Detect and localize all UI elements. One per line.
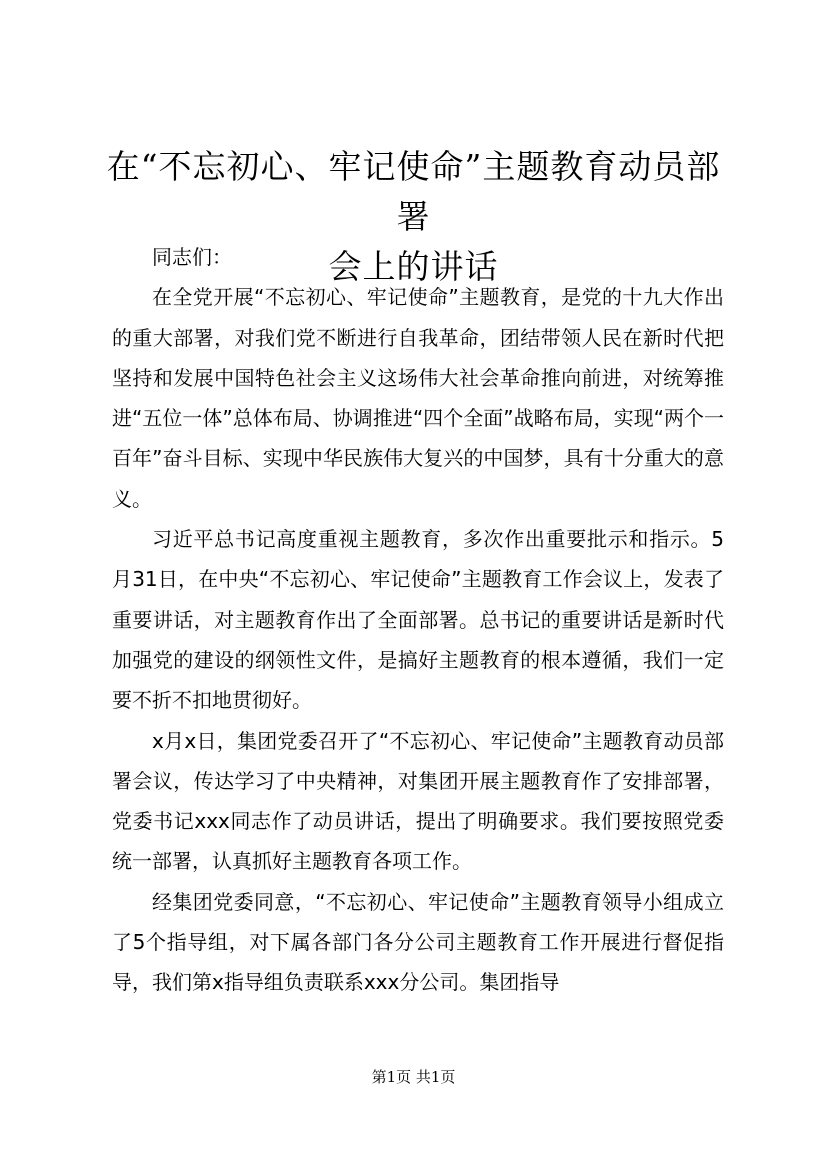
paragraph-2: 习近平总书记高度重视主题教育，多次作出重要批示和指示。5月31日，在中央“不忘初心、牢记使命”主题教育工作会议上，发表了重要讲话，对主题教育作出了全面部署。总书记的重要讲话是新时代加强党的建设的纲领性文件，是搞好主题教育的根本遵循，我们一定要不折不扣地贯彻好。: [112, 527, 724, 713]
title-line-1: 在“不忘初心、牢记使命”主题教育动员部署: [106, 147, 721, 236]
page-footer: [0, 1067, 827, 1087]
title-line-2: 会上的讲话: [328, 247, 499, 286]
paragraph-4: 经集团党委同意，“不忘初心、牢记使命”主题教育领导小组成立了5个指导组，对下属各部门各分公司主题教育工作开展进行督促指导，我们第x指导组负责联系xxx分公司。集团指导: [112, 889, 724, 995]
page-number: 第1页 共1页: [371, 1068, 456, 1086]
document-body: [112, 237, 724, 1003]
paragraph-1: 在全党开展“不忘初心、牢记使命”主题教育，是党的十九大作出的重大部署，对我们党不断进行自我革命，团结带领人民在新时代把坚持和发展中国特色社会主义这场伟大社会革命推向前进，对统筹推进“五位一体”总体布局、协调推进“四个全面”战略布局，实现“两个一百年”奋斗目标、实现中华民族伟大复兴的中国梦，具有十分重大的意义。: [112, 285, 724, 511]
salutation: 同志们：: [152, 245, 232, 269]
paragraph-3: x月x日，集团党委召开了“不忘初心、牢记使命”主题教育动员部署会议，传达学习了中央精神，对集团开展主题教育作了安排部署，党委书记xxx同志作了动员讲话，提出了明确要求。我们要按照党委统一部署，认真抓好主题教育各项工作。: [112, 728, 724, 874]
